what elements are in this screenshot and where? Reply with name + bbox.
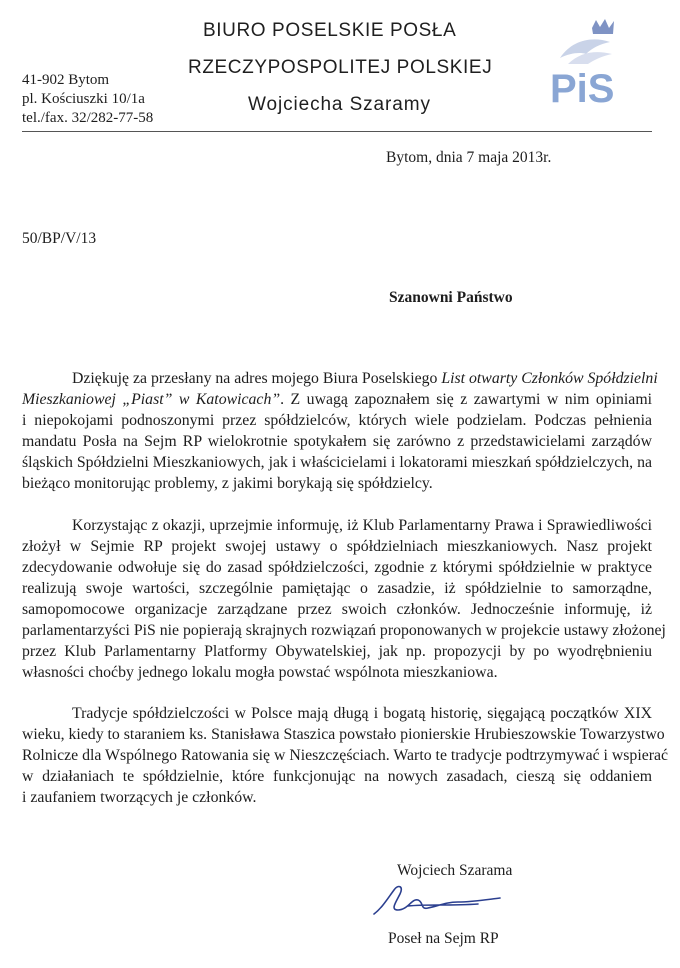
paragraph-1 [22, 368, 658, 494]
letter-title-italic: List otwarty Członków Spółdzielni [441, 370, 658, 387]
handwritten-signature [368, 880, 518, 920]
office-title-line2: RZECZYPOSPOLITEJ POLSKIEJ [188, 57, 493, 78]
salutation: Szanowni Państwo [389, 289, 513, 306]
paragraph-2-line: samopomocowe organizacje zarządzane przez swoich członków. Jednocześnie informuję, iż [22, 601, 652, 618]
paragraph-3-line: Tradycje spółdzielczości w Polsce mają długą i bogatą historię, sięgającą początków XIX [72, 705, 652, 722]
paragraph-2-line: Korzystając z okazji, uprzejmie informuję, iż Klub Parlamentarny Prawa i Sprawiedliwości [72, 517, 652, 534]
paragraph-1-line: mandatu Posła na Sejm RP wielokrotnie spotykałem się zarówno z przedstawicielami zarządów [22, 433, 652, 450]
paragraph-2 [22, 515, 666, 683]
text-span: . Z uwagą zapoznałem się z zawartymi w nim opiniami [280, 391, 652, 408]
reference-number: 50/BP/V/13 [22, 230, 97, 247]
address-phone: tel./fax. 32/282-77-58 [22, 110, 154, 126]
pis-logo [540, 18, 632, 110]
office-title-line1: BIURO POSELSKIE POSŁA [203, 20, 457, 41]
paragraph-2-line: parlamentarzyści PiS nie popierają skrajnych rozwiązań proponowanych w projekcie ustawy złożonej [22, 622, 666, 639]
paragraph-2-line: zdecydowanie odwołuje się do zasad spółdzielczości, zgodnie z którymi spółdzielnie w praktyce [22, 559, 652, 576]
letter-title-italic: Mieszkaniowej „Piast” w Katowicach” [22, 391, 281, 408]
paragraph-3-line: Rolnicze dla Wspólnego Ratowania się w Nieszczęściach. Warto te tradycje podtrzymywać i wspierać [22, 747, 669, 764]
address-city: 41-902 Bytom [22, 72, 110, 88]
paragraph-3-line: wieku, kiedy to staraniem ks. Stanisława Staszica powstało pionierskie Hrubieszowskie Towarzystwo [22, 726, 665, 743]
office-title-line3: Wojciecha Szaramy [248, 94, 431, 115]
header-divider [22, 131, 652, 132]
paragraph-1-line: i niepokojami podnoszonymi przez spółdzielców, których wiele podzielam. Podczas pełnienia [22, 412, 652, 429]
pis-logo-text: PiS [550, 67, 615, 110]
letter-date: Bytom, dnia 7 maja 2013r. [386, 149, 552, 166]
crown-icon [592, 19, 614, 34]
paragraph-2-line: realizują swoje wartości, szczególnie pamiętając o zasadzie, iż spółdzielnie to samorządne, [22, 580, 652, 597]
text-span: Dziękuję za przesłany na adres mojego Biura Poselskiego [72, 370, 442, 387]
paragraph-1-line [22, 368, 658, 389]
paragraph-2-line: złożył w Sejmie RP projekt swojej ustawy o spółdzielniach mieszkaniowych. Nasz projekt [22, 538, 652, 555]
paragraph-3-line: i zaufaniem tworzących je członków. [22, 789, 257, 806]
address-block [22, 71, 153, 128]
paragraph-2-line: własności choćby jednego lokalu mogła powstać wspólnota mieszkaniowa. [22, 664, 498, 681]
paragraph-1-line: śląskich Spółdzielni Mieszkaniowych, jak i właścicielami i lokatorami mieszkań spółdzielczych, na [22, 454, 652, 471]
paragraph-2-line: przez Klub Parlamentarny Platformy Obywatelskiej, jak np. propozycji by po wyodrębnieniu [22, 643, 652, 660]
signatory-name: Wojciech Szarama [397, 862, 513, 879]
paragraph-1-line [22, 389, 652, 410]
signatory-role: Poseł na Sejm RP [388, 930, 499, 947]
address-street: pl. Kościuszki 10/1a [22, 91, 145, 107]
paragraph-3-line: w działaniach te spółdzielnie, które funkcjonując na nowych zasadach, cieszą się oddaniem [22, 768, 652, 785]
paragraph-1-line: bieżąco monitorując problemy, z jakimi borykają się spółdzielcy. [22, 475, 433, 492]
paragraph-3 [22, 703, 669, 808]
